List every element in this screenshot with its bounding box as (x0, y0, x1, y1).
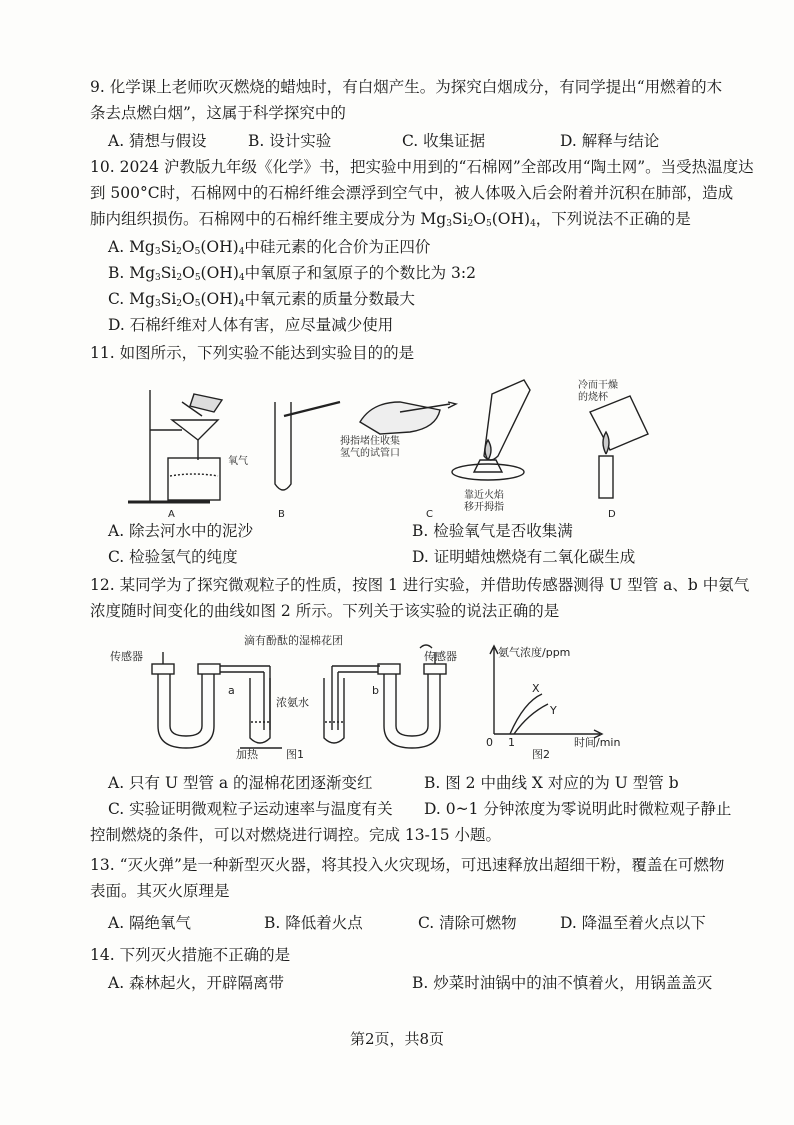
q10-option-c: C. $Mg_3Si_2O_5(OH)_4$中氧元素的质量分数最大 (108, 290, 416, 309)
figure-2-curve-y (514, 704, 548, 734)
q11-figure (110, 372, 670, 522)
figure-c-hydrogen-test (360, 380, 530, 480)
figure-2-series-x: X (532, 682, 540, 695)
figure-d-beaker-label-2: 的烧杯 (578, 392, 608, 403)
formula-mg3si2o5oh4: $Mg_3Si_2O_5(OH)_4$ (129, 238, 245, 257)
figure-2-tick-1: 1 (508, 736, 515, 749)
q11-option-c: C. 检验氢气的纯度 (108, 548, 238, 566)
q12-option-d: D. 0~1 分钟浓度为零说明此时微粒观子静止 (424, 800, 732, 818)
q12-option-a: A. 只有 U 型管 a 的湿棉花团逐渐变红 (108, 774, 373, 792)
q12-stem-line1: 12. 某同学为了探究微观粒子的性质，按图 1 进行实验，并借助传感器测得 U 型管 a、b 中氨气 (90, 576, 750, 594)
figure-b-gas-label: 氧气 (228, 456, 248, 467)
figure-label-d: D (608, 509, 616, 520)
figure-1-ammonia-label: 浓氨水 (276, 696, 309, 709)
formula-mg3si2o5oh4: $Mg_3Si_2O_5(OH)_4$ (129, 264, 245, 283)
figure-label-c: C (426, 509, 433, 520)
figure-c-thumb-label-2: 氢气的试管口 (340, 448, 400, 459)
figure-2-ylabel: 氨气浓度/ppm (498, 646, 571, 659)
q14-option-b: B. 炒菜时油锅中的油不慎着火，用锅盖盖灭 (412, 974, 713, 992)
q9-stem-line2: 条去点燃白烟”，这属于科学探究中的 (90, 104, 346, 122)
q13-stem-line1: 13. “灭火弹”是一种新型灭火器，将其投入火灾现场，可迅速释放出超细干粉，覆盖在可燃物 (90, 856, 725, 874)
q12-figure-2 (480, 640, 650, 760)
q13-option-b: B. 降低着火点 (264, 914, 363, 932)
figure-1-top-label: 滴有酚酞的湿棉花团 (244, 634, 343, 647)
q9-option-a: A. 猜想与假设 (108, 132, 207, 150)
q9-option-d: D. 解释与结论 (560, 132, 660, 150)
q11-stem: 11. 如图所示，下列实验不能达到实验目的的是 (90, 344, 415, 362)
figure-a-filtration (128, 390, 222, 502)
q13-option-c: C. 清除可燃物 (418, 914, 517, 932)
figure-1-label-b: b (372, 684, 379, 697)
figure-c-thumb-label-1: 拇指堵住收集 (340, 436, 400, 447)
figure-d-candle-beaker (590, 396, 648, 498)
figure-1-caption: 图1 (286, 748, 304, 760)
q10-stem-line1: 10. 2024 沪教版九年级《化学》书，把实验中用到的“石棉网”全部改用“陶土网”。当受热温度达 (90, 158, 754, 176)
q14-option-a: A. 森林起火，开辟隔离带 (108, 974, 285, 992)
q10-stem-line2: 到 500°C时，石棉网中的石棉纤维会漂浮到空气中，被人体吸入后会附着并沉积在肺部，造成 (90, 184, 734, 202)
q10-stem-line3: 肺内组织损伤。石棉网中的石棉纤维主要成分为 $Mg_3Si_2O_5(OH)_4$，下列说法不正确的是 (90, 210, 691, 229)
figure-2-xlabel: 时间/min (574, 736, 621, 749)
q11-option-b: B. 检验氧气是否收集满 (412, 522, 573, 540)
q12-option-b: B. 图 2 中曲线 X 对应的为 U 型管 b (424, 774, 679, 792)
figure-2-curve-x (510, 694, 542, 734)
q10-option-a: A. $Mg_3Si_2O_5(OH)_4$中硅元素的化合价为正四价 (108, 238, 431, 257)
q10-stem-line3-post: ，下列说法不正确的是 (535, 210, 691, 228)
q9-option-c: C. 收集证据 (402, 132, 486, 150)
q12-stem-line2: 浓度随时间变化的曲线如图 2 所示。下列关于该实验的说法正确的是 (90, 602, 560, 620)
figure-1-label-a: a (228, 684, 235, 697)
figure-1-sensor-left: 传感器 (110, 650, 143, 663)
figure-label-b: B (278, 509, 285, 520)
figure-1-sensor-right: 传感器 (424, 650, 457, 663)
figure-2-series-y: Y (550, 704, 557, 717)
q11-option-a: A. 除去河水中的泥沙 (108, 522, 254, 540)
figure-c-flame-label-1: 靠近火焰 (464, 490, 504, 501)
q13-option-a: A. 隔绝氧气 (108, 914, 192, 932)
q9-stem-line1: 9. 化学课上老师吹灭燃烧的蜡烛时，有白烟产生。为探究白烟成分，有同学提出“用燃着的木 (90, 78, 723, 96)
q10-stem-line3-pre: 肺内组织损伤。石棉网中的石棉纤维主要成分为 Mg (90, 210, 447, 228)
section-intro: 控制燃烧的条件，可以对燃烧进行调控。完成 13-15 小题。 (90, 826, 502, 844)
q11-option-d: D. 证明蜡烛燃烧有二氧化碳生成 (412, 548, 636, 566)
figure-2-caption: 图2 (532, 748, 550, 760)
q12-figure-1 (110, 630, 470, 760)
q10-option-d: D. 石棉纤维对人体有害，应尽量减少使用 (108, 316, 394, 334)
figure-c-flame-label-2: 移开拇指 (464, 502, 504, 513)
figure-label-a: A (168, 509, 175, 520)
page-footer: 第2页，共8页 (349, 1030, 445, 1048)
figure-1-heat-label: 加热 (236, 748, 258, 760)
q12-option-c: C. 实验证明微观粒子运动速率与温度有关 (108, 800, 393, 818)
q10-option-b: B. $Mg_3Si_2O_5(OH)_4$中氧原子和氢原子的个数比为 3:2 (108, 264, 476, 283)
q9-option-b: B. 设计实验 (248, 132, 332, 150)
figure-b-test-tube (275, 402, 340, 490)
q13-option-d: D. 降温至着火点以下 (560, 914, 706, 932)
figure-d-beaker-label-1: 冷而干燥 (578, 380, 618, 391)
formula-mg3si2o5oh4: $Mg_3Si_2O_5(OH)_4$ (129, 290, 245, 309)
q13-stem-line2: 表面。其灭火原理是 (90, 882, 230, 900)
figure-2-axes (490, 646, 602, 738)
q14-stem: 14. 下列灭火措施不正确的是 (90, 946, 291, 964)
figure-2-tick-0: 0 (486, 736, 493, 749)
